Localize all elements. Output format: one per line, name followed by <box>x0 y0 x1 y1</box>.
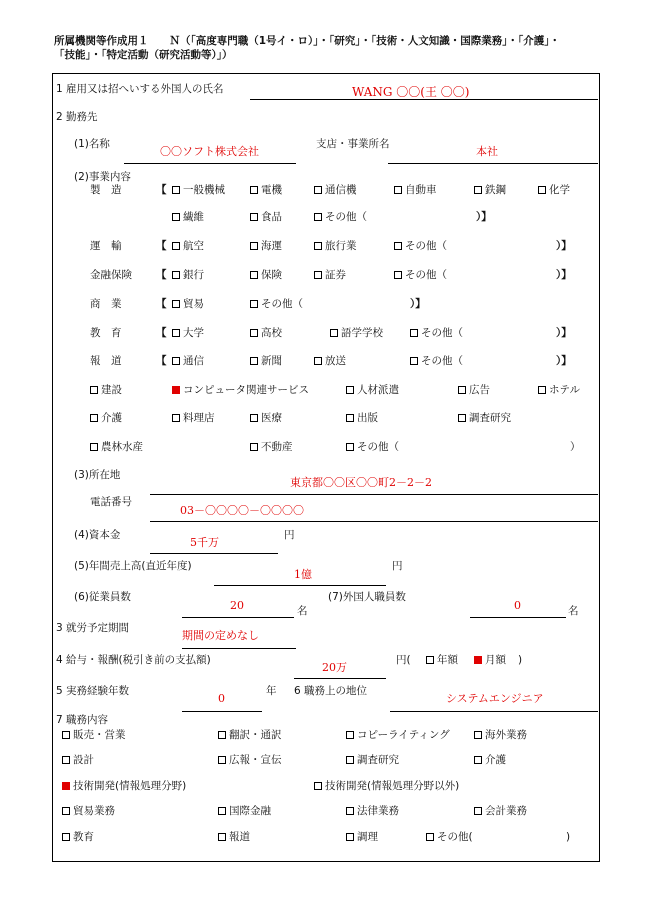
duty-trade[interactable]: 貿易業務 <box>62 806 115 817</box>
section4-label: 4 給与・報酬(税引き前の支払額) <box>56 654 211 666</box>
checkbox[interactable] <box>458 386 466 394</box>
checkbox[interactable] <box>250 213 258 221</box>
checkbox[interactable] <box>314 271 322 279</box>
opt-travel[interactable]: 旅行業 <box>314 241 357 252</box>
bracket-close: ）】 <box>410 298 426 310</box>
checkbox[interactable] <box>172 242 180 250</box>
section6-label: 6 職務上の地位 <box>294 685 368 697</box>
checkbox[interactable] <box>474 756 482 764</box>
checkbox[interactable] <box>410 357 418 365</box>
company-name-label: (1)名称 <box>74 138 110 150</box>
people-unit: 名 <box>297 605 308 617</box>
opt-steel[interactable]: 鉄鋼 <box>474 185 506 196</box>
duty-legal[interactable]: 法律業務 <box>346 806 399 817</box>
opt-commerce-other[interactable]: その他（ <box>250 299 303 310</box>
opt-misc-other[interactable]: その他（ <box>346 442 399 453</box>
s6-rule <box>390 711 598 712</box>
opt-language-school[interactable]: 語学学校 <box>330 328 383 339</box>
form-header-line2: 「技能」・「特定活動（研究活動等）」） <box>54 49 233 61</box>
duty-care[interactable]: 介護 <box>474 755 506 766</box>
industry-education: 教 育 <box>90 327 122 339</box>
checkbox[interactable] <box>90 414 98 422</box>
checkbox[interactable] <box>250 300 258 308</box>
opt-high-school[interactable]: 高校 <box>250 328 282 339</box>
checkbox[interactable] <box>250 186 258 194</box>
checkbox[interactable] <box>346 443 354 451</box>
foreign-staff-rule <box>470 617 566 618</box>
checkbox[interactable] <box>394 242 402 250</box>
checkbox-checked[interactable] <box>62 782 70 790</box>
address-label: (3)所在地 <box>74 469 121 481</box>
address-rule <box>150 494 598 495</box>
yen-unit: 円 <box>392 560 403 572</box>
foreign-staff-value[interactable]: 0 <box>514 599 521 612</box>
opt-automobile[interactable]: 自動車 <box>394 185 437 196</box>
checkbox[interactable] <box>62 807 70 815</box>
industry-press: 報 道 <box>90 355 122 367</box>
duty-tech-it[interactable]: 技術開発(情報処理分野) <box>62 781 186 792</box>
bracket-open: 【 <box>156 269 167 281</box>
opt-manufacturing-other[interactable]: その他（ <box>314 212 367 223</box>
opt-agriculture[interactable]: 農林水産 <box>90 442 143 453</box>
opt-bank[interactable]: 銀行 <box>172 270 204 281</box>
checkbox[interactable] <box>218 833 226 841</box>
employees-label: (6)従業員数 <box>74 591 131 603</box>
branch-rule <box>388 163 598 164</box>
foreigner-name-value[interactable]: WANG 〇〇(王 〇〇) <box>352 85 470 99</box>
opt-press-other[interactable]: その他（ <box>410 356 463 367</box>
opt-annual[interactable]: 年額 <box>426 655 458 666</box>
bracket-open: 【 <box>156 240 167 252</box>
name-rule <box>124 163 296 164</box>
checkbox[interactable] <box>172 213 180 221</box>
section5-label: 5 実務経験年数 <box>56 685 130 697</box>
opt-education-other[interactable]: その他（ <box>410 328 463 339</box>
bracket-open: 【 <box>156 298 167 310</box>
employment-period-value[interactable]: 期間の定めなし <box>182 629 259 642</box>
address-value[interactable]: 東京都〇〇区〇〇町2－2－2 <box>290 476 432 489</box>
checkbox[interactable] <box>346 756 354 764</box>
opt-electric[interactable]: 電機 <box>250 185 282 196</box>
checkbox[interactable] <box>250 329 258 337</box>
opt-aviation[interactable]: 航空 <box>172 241 204 252</box>
duty-press[interactable]: 報道 <box>218 832 250 843</box>
capital-label: (4)資本金 <box>74 529 121 541</box>
capital-value[interactable]: 5千万 <box>190 536 219 549</box>
checkbox[interactable] <box>314 782 322 790</box>
opt-securities[interactable]: 証券 <box>314 270 346 281</box>
business-label: (2)事業内容 <box>74 171 131 183</box>
checkbox[interactable] <box>172 186 180 194</box>
sales-label: (5)年間売上高(直近年度) <box>74 560 192 572</box>
checkbox[interactable] <box>346 731 354 739</box>
duty-research[interactable]: 調査研究 <box>346 755 399 766</box>
industry-finance: 金融保険 <box>90 269 132 281</box>
salary-value[interactable]: 20万 <box>322 661 347 674</box>
checkbox[interactable] <box>474 807 482 815</box>
checkbox[interactable] <box>314 213 322 221</box>
checkbox[interactable] <box>250 357 258 365</box>
foreign-staff-label: (7)外国人職員数 <box>328 591 406 603</box>
checkbox[interactable] <box>346 807 354 815</box>
checkbox[interactable] <box>426 833 434 841</box>
form-header-line1: 所属機関等作成用１ Ｎ（「高度専門職（1号イ・ロ）」・「研究」・「技術・人文知識・国際業務」・「介護」・ <box>54 35 561 47</box>
checkbox[interactable] <box>62 833 70 841</box>
opt-shipping[interactable]: 海運 <box>250 241 282 252</box>
paren-close: ） <box>570 441 581 453</box>
opt-broadcast[interactable]: 放送 <box>314 356 346 367</box>
opt-construction[interactable]: 建設 <box>90 385 122 396</box>
opt-advertising[interactable]: 広告 <box>458 385 490 396</box>
checkbox[interactable] <box>346 386 354 394</box>
checkbox[interactable] <box>90 386 98 394</box>
opt-monthly[interactable]: 月額 <box>474 655 506 666</box>
phone-rule <box>150 521 598 522</box>
checkbox[interactable] <box>538 186 546 194</box>
checkbox[interactable] <box>250 443 258 451</box>
sales-value[interactable]: 1億 <box>294 568 312 581</box>
checkbox-checked[interactable] <box>474 656 482 664</box>
position-value[interactable]: システムエンジニア <box>446 692 544 705</box>
checkbox[interactable] <box>314 186 322 194</box>
section2-label: 2 勤務先 <box>56 111 98 123</box>
checkbox[interactable] <box>314 357 322 365</box>
checkbox[interactable] <box>314 242 322 250</box>
duty-other[interactable]: その他( <box>426 832 473 843</box>
s4-rule <box>294 678 386 679</box>
opt-comm[interactable]: 通信 <box>172 356 204 367</box>
checkbox[interactable] <box>394 271 402 279</box>
opt-care[interactable]: 介護 <box>90 413 122 424</box>
duty-accounting[interactable]: 会計業務 <box>474 806 527 817</box>
checkbox[interactable] <box>474 731 482 739</box>
section3-label: 3 就労予定期間 <box>56 622 130 634</box>
checkbox[interactable] <box>250 414 258 422</box>
branch-value[interactable]: 本社 <box>476 145 498 158</box>
opt-restaurant[interactable]: 料理店 <box>172 413 215 424</box>
opt-comm-machinery[interactable]: 通信機 <box>314 185 357 196</box>
duty-cooking[interactable]: 調理 <box>346 832 378 843</box>
opt-staffing[interactable]: 人材派遣 <box>346 385 399 396</box>
people-unit: 名 <box>568 605 579 617</box>
employees-value[interactable]: 20 <box>230 599 244 612</box>
checkbox[interactable] <box>346 414 354 422</box>
opt-university[interactable]: 大学 <box>172 328 204 339</box>
opt-realestate[interactable]: 不動産 <box>250 442 293 453</box>
checkbox[interactable] <box>426 656 434 664</box>
opt-computer-services[interactable]: コンピュータ関連サービス <box>172 385 309 396</box>
duty-tech-non-it[interactable]: 技術開発(情報処理分野以外) <box>314 781 459 792</box>
checkbox[interactable] <box>172 300 180 308</box>
bracket-open: 【 <box>156 327 167 339</box>
opt-transport-other[interactable]: その他（ <box>394 241 447 252</box>
company-name-value[interactable]: 〇〇ソフト株式会社 <box>160 145 259 158</box>
duty-translation[interactable]: 翻訳・通訳 <box>218 730 282 741</box>
opt-medical[interactable]: 医療 <box>250 413 282 424</box>
bracket-close: ）】 <box>556 269 572 281</box>
checkbox[interactable] <box>250 271 258 279</box>
duty-overseas[interactable]: 海外業務 <box>474 730 527 741</box>
bracket-open: 【 <box>156 355 167 367</box>
year-unit: 年 <box>266 685 277 697</box>
checkbox[interactable] <box>218 731 226 739</box>
opt-hotel[interactable]: ホテル <box>538 385 580 396</box>
opt-publishing[interactable]: 出版 <box>346 413 378 424</box>
phone-value[interactable]: 03－〇〇〇〇－〇〇〇〇 <box>180 504 304 517</box>
checkbox[interactable] <box>330 329 338 337</box>
opt-food[interactable]: 食品 <box>250 212 282 223</box>
industry-manufacturing: 製 造 <box>90 184 122 196</box>
checkbox[interactable] <box>172 357 180 365</box>
s1-rule <box>250 99 598 100</box>
checkbox[interactable] <box>172 271 180 279</box>
checkbox[interactable] <box>62 756 70 764</box>
paren-close: ) <box>566 831 571 843</box>
duty-education[interactable]: 教育 <box>62 832 94 843</box>
opt-textile[interactable]: 繊維 <box>172 212 204 223</box>
duty-sales[interactable]: 販売・営業 <box>62 730 126 741</box>
bracket-open: 【 <box>156 184 167 196</box>
industry-commerce: 商 業 <box>90 298 122 310</box>
checkbox[interactable] <box>538 386 546 394</box>
checkbox[interactable] <box>62 731 70 739</box>
yen-unit: 円 <box>284 529 295 541</box>
opt-trade[interactable]: 貿易 <box>172 299 204 310</box>
checkbox[interactable] <box>474 186 482 194</box>
employees-rule <box>182 617 294 618</box>
checkbox[interactable] <box>218 756 226 764</box>
checkbox-checked[interactable] <box>172 386 180 394</box>
opt-research[interactable]: 調査研究 <box>458 413 511 424</box>
checkbox[interactable] <box>410 329 418 337</box>
section7-label: 7 職務内容 <box>56 714 109 726</box>
salary-close: ) <box>518 654 523 666</box>
section1-label: 1 雇用又は招へいする外国人の氏名 <box>56 83 224 95</box>
opt-insurance[interactable]: 保険 <box>250 270 282 281</box>
checkbox[interactable] <box>172 329 180 337</box>
capital-rule <box>150 553 278 554</box>
branch-label: 支店・事業所名 <box>316 138 390 150</box>
opt-finance-other[interactable]: その他（ <box>394 270 447 281</box>
checkbox[interactable] <box>172 414 180 422</box>
opt-newspaper[interactable]: 新聞 <box>250 356 282 367</box>
bracket-close: ）】 <box>556 355 572 367</box>
s3-rule <box>182 648 296 649</box>
opt-general-machinery[interactable]: 一般機械 <box>172 185 225 196</box>
duty-copywriting[interactable]: コピーライティング <box>346 730 450 741</box>
phone-label: 電話番号 <box>90 496 132 508</box>
bracket-close: ）】 <box>476 211 492 223</box>
checkbox[interactable] <box>250 242 258 250</box>
checkbox[interactable] <box>90 443 98 451</box>
checkbox[interactable] <box>394 186 402 194</box>
salary-yen-open: 円( <box>396 654 411 666</box>
duty-pr[interactable]: 広報・宣伝 <box>218 755 282 766</box>
sales-rule <box>214 585 386 586</box>
bracket-close: ）】 <box>556 240 572 252</box>
checkbox[interactable] <box>218 807 226 815</box>
s5-rule <box>182 711 262 712</box>
bracket-close: ）】 <box>556 327 572 339</box>
opt-chemical[interactable]: 化学 <box>538 185 570 196</box>
duty-design[interactable]: 設計 <box>62 755 94 766</box>
checkbox[interactable] <box>346 833 354 841</box>
industry-transport: 運 輸 <box>90 240 122 252</box>
duty-intl-finance[interactable]: 国際金融 <box>218 806 271 817</box>
experience-years-value[interactable]: 0 <box>218 692 225 705</box>
checkbox[interactable] <box>458 414 466 422</box>
